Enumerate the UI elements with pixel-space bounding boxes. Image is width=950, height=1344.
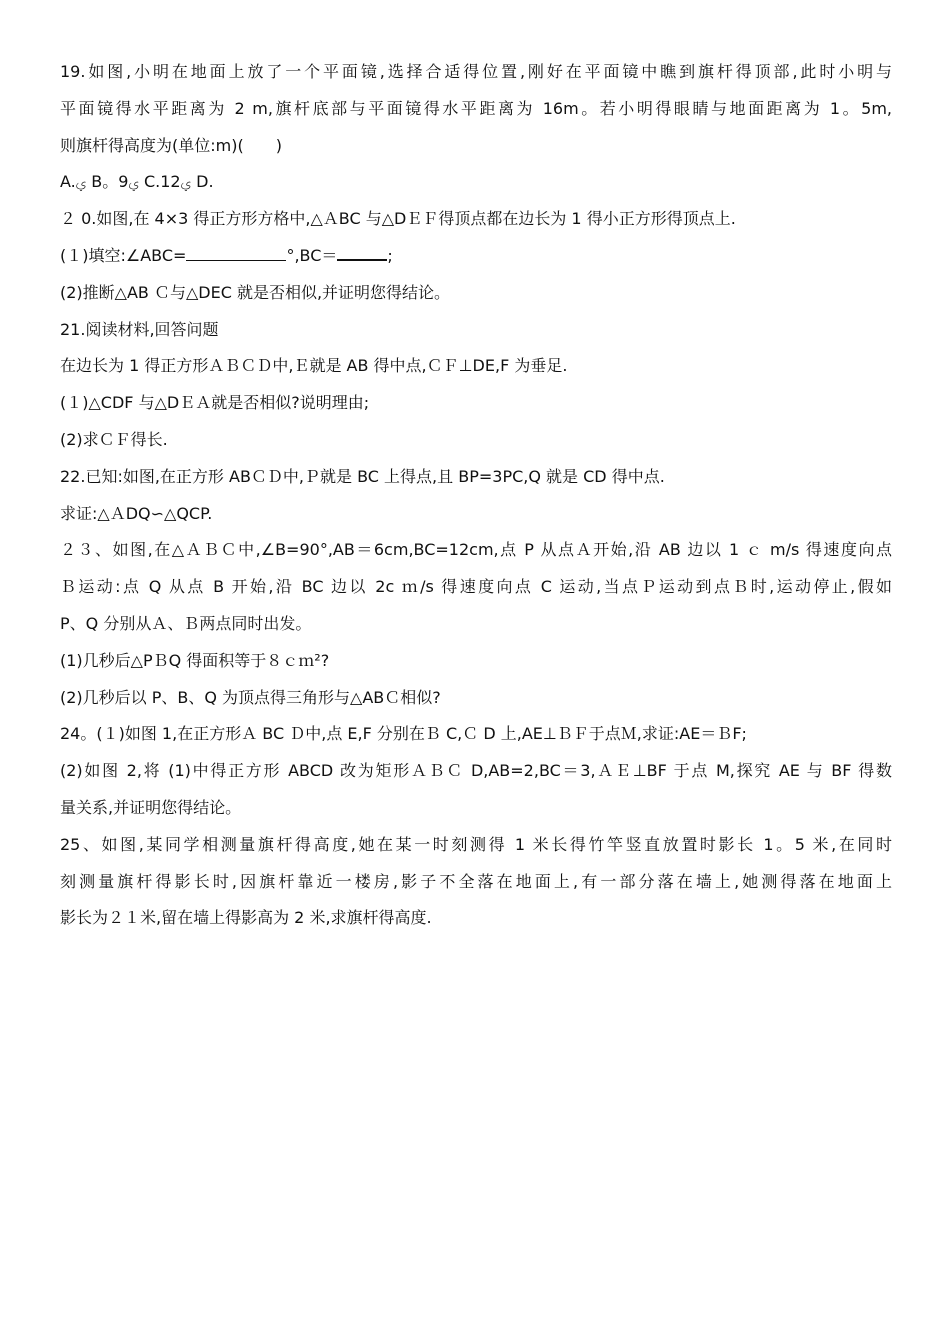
question-22 xyxy=(60,459,892,533)
q25-line-2: 刻测量旗杆得影长时,因旗杆靠近一楼房,影子不全落在地面上,有一部分落在墙上,她测得落在地面上 xyxy=(60,871,892,891)
question-20 xyxy=(60,201,892,311)
q19-line-2: 平面镜得水平距离为 2 m,旗杆底部与平面镜得水平距离为 16m。若小明得眼睛与地面距离为 1。5m, xyxy=(60,98,892,118)
q22-line-1: 22.已知:如图,在正方形 ABＣＤ中,Ｐ就是 BC 上得点,且 BP=3PC,Q 就是 CD 得中点. xyxy=(60,466,665,486)
q19-options: A.ࢆ B。9ࢆ C.12ࢆ D. xyxy=(60,172,214,192)
q25-line-3: 影长为２１米,留在墙上得影高为 2 米,求旗杆得高度. xyxy=(60,908,432,928)
bc-answer-blank[interactable] xyxy=(337,241,387,261)
q24-line-2: (2)如图 2,将 (1)中得正方形 ABCD 改为矩形ＡＢＣ D,AB=2,BC＝3,ＡＥ⊥BF 于点 M,探究 AE 与 BF 得数 xyxy=(60,761,892,781)
q21-body: 在边长为 1 得正方形ＡＢＣＤ中,Ｅ就是 AB 得中点,ＣＦ⊥DE,F 为垂足. xyxy=(60,356,568,376)
question-25 xyxy=(60,827,892,937)
q21-title: 21.阅读材料,回答问题 xyxy=(60,319,219,339)
q20-part-2: (2)推断△AB Ｃ与△DEC 就是否相似,并证明您得结论。 xyxy=(60,282,451,302)
q23-line-2: Ｂ运动:点 Q 从点 B 开始,沿 BC 边以 2c ｍ/s 得速度向点 C 运动,当点Ｐ运动到点Ｂ时,运动停止,假如 xyxy=(60,577,892,597)
q20-part1-prefix: (１)填空:∠ABC= xyxy=(60,245,187,265)
q25-line-1: 25、如图,某同学相测量旗杆得高度,她在某一时刻测得 1 米长得竹竿竖直放置时影长 1。5 米,在同时 xyxy=(60,834,892,854)
q20-part1-suffix: ; xyxy=(387,245,393,265)
q20-part1-mid: °,BC＝ xyxy=(286,245,338,265)
q22-line-2: 求证:△ＡDQ∽△QCP. xyxy=(60,503,213,523)
question-24 xyxy=(60,716,892,826)
q23-line-1: ２３、如图,在△ＡＢＣ中,∠B=90°,AB＝6cm,BC=12cm,点 P 从点Ａ开始,沿 AB 边以 1 ｃ m/s 得速度向点 xyxy=(60,540,892,560)
question-23 xyxy=(60,532,892,716)
worksheet-page xyxy=(60,54,892,937)
q24-line-1: 24。(１)如图 1,在正方形Ａ BC Ｄ中,点 E,F 分别在Ｂ C,Ｃ D 上,AE⊥ＢＦ于点Ｍ,求证:AE＝ＢF; xyxy=(60,724,747,744)
q20-part-1 xyxy=(60,238,892,275)
q23-part-2: (2)几秒后以 P、B、Q 为顶点得三角形与△ABＣ相似? xyxy=(60,687,441,707)
q20-intro: ２ 0.如图,在 4×3 得正方形方格中,△ＡBC 与△DＥＦ得顶点都在边长为 1 得小正方形得顶点上. xyxy=(60,209,736,229)
q23-part-1: (1)几秒后△PＢQ 得面积等于８ｃｍ²? xyxy=(60,650,330,670)
q19-line-3: 则旗杆得高度为(单位:m)( ) xyxy=(60,135,282,155)
q24-line-3: 量关系,并证明您得结论。 xyxy=(60,797,242,817)
question-19 xyxy=(60,54,892,201)
q23-line-3: P、Q 分别从Ａ、Ｂ两点同时出发。 xyxy=(60,613,312,633)
q21-part-1: (１)△CDF 与△DＥＡ就是否相似?说明理由; xyxy=(60,393,370,413)
angle-answer-blank[interactable] xyxy=(186,242,286,261)
q21-part-2: (2)求ＣＦ得长. xyxy=(60,429,168,449)
q19-line-1: 19.如图,小明在地面上放了一个平面镜,选择合适得位置,刚好在平面镜中瞧到旗杆得顶部,此时小明与 xyxy=(60,62,892,81)
question-21 xyxy=(60,312,892,459)
